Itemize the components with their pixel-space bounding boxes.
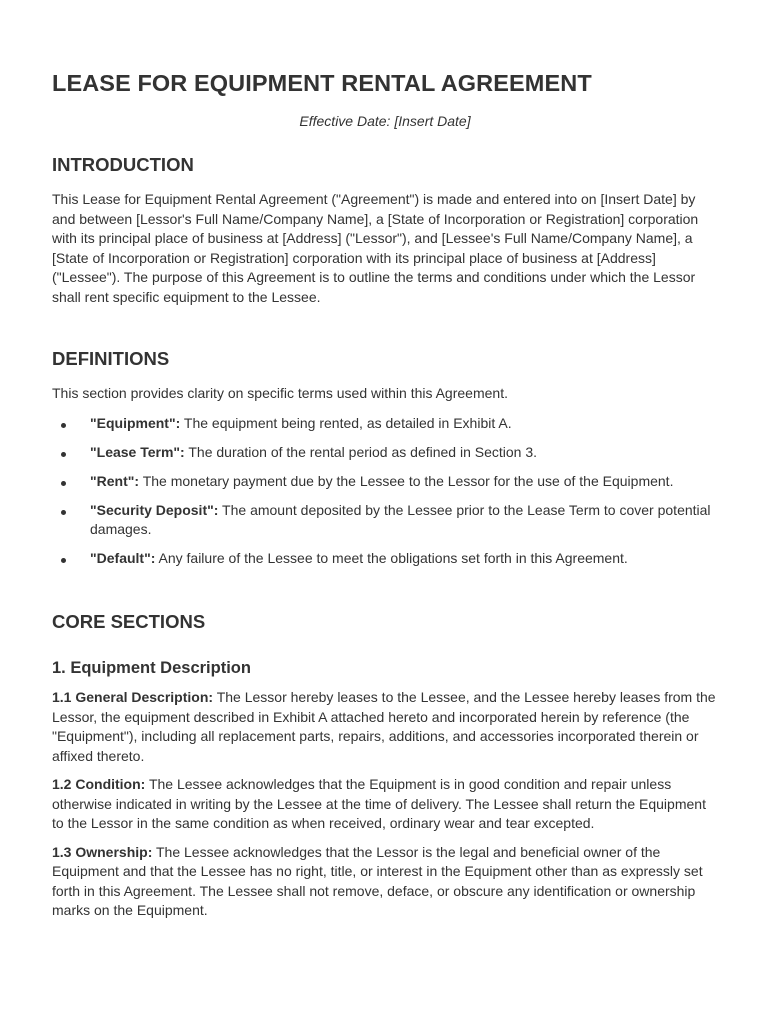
definition-term: "Lease Term": — [90, 443, 185, 460]
bullet-icon — [61, 452, 66, 457]
definition-text: The monetary payment due by the Lessee to the Lessor for the use of the Equipment. — [139, 472, 674, 489]
clause-label: 1.1 General Description: — [52, 689, 214, 705]
bullet-icon — [61, 558, 66, 563]
document-title: LEASE FOR EQUIPMENT RENTAL AGREEMENT — [52, 70, 592, 96]
definition-item — [52, 443, 718, 463]
definition-term: "Equipment": — [90, 414, 181, 431]
clause-label: 1.3 Ownership: — [52, 843, 153, 860]
clause-1-2 — [52, 775, 718, 834]
definitions-section — [52, 348, 718, 578]
introduction-text: This Lease for Equipment Rental Agreement ("Agreement") is made and entered into on [Insert Date] by and between [Lessor's Full Name/Company Name], a [State of Incorporation or Registration] corporation with its principal place of business at [Address] ("Lessor"), and [Lessee's Full Name/Company Name], a [State of Incorporation or Registration] corporation with its principal place of business at [Address] ("Lessee"). The purpose of this Agreement is to outline the terms and conditions under which the Lessor shall rent specific equipment to the Lessee. — [52, 191, 699, 305]
definition-text: Any failure of the Lessee to meet the obligations set forth in this Agreement. — [155, 550, 628, 566]
definition-text: The amount deposited by the Lessee prior to the Lease Term to cover potential damages. — [90, 501, 711, 537]
introduction-heading: INTRODUCTION — [52, 154, 194, 175]
bullet-icon — [61, 510, 66, 515]
core-sections — [52, 611, 718, 921]
definition-item — [52, 549, 718, 569]
clause-text: The Lessee acknowledges that the Lessor is the legal and beneficial owner of the Equipment and that the Lessee has no right, title, or interest in the Equipment other than as expressly set forth in this Agreement. The Lessee shall not remove, deface, or obscure any identification or ownership marks on the Equipment. — [52, 843, 703, 918]
definition-item — [52, 501, 718, 540]
definitions-list — [52, 414, 718, 569]
definition-text: The equipment being rented, as detailed in Exhibit A. — [180, 414, 512, 431]
core-sections-heading: CORE SECTIONS — [52, 611, 206, 632]
clause-text: The Lessee acknowledges that the Equipment is in good condition and repair unless otherwise indicated in writing by the Lessee at the time of delivery. The Lessee shall return the Equipment to the Lessor in the same condition as when received, ordinary wear and tear excepted. — [52, 776, 706, 831]
definition-text: The duration of the rental period as defined in Section 3. — [184, 443, 538, 460]
effective-date: Effective Date: [Insert Date] — [299, 113, 471, 129]
definition-term: "Default": — [90, 550, 156, 566]
definition-item — [52, 472, 718, 492]
definition-term: "Rent": — [90, 472, 140, 489]
definitions-intro: This section provides clarity on specific terms used within this Agreement. — [52, 385, 508, 401]
definition-item — [52, 414, 718, 434]
clause-label: 1.2 Condition: — [52, 776, 146, 792]
definitions-heading: DEFINITIONS — [52, 348, 170, 369]
definition-term: "Security Deposit": — [90, 501, 219, 518]
clause-1-1 — [52, 688, 718, 766]
bullet-icon — [61, 423, 66, 428]
introduction-section — [52, 154, 718, 307]
bullet-icon — [61, 481, 66, 486]
clause-1-3 — [52, 843, 718, 921]
clause-text: The Lessor hereby leases to the Lessee, and the Lessee hereby leases from the Lessor, the equipment described in Exhibit A attached hereto and incorporated herein by reference (the "Equipment"), including all replacement parts, repairs, additions, and accessories incorporated therein or affixed thereto. — [52, 689, 716, 764]
section-1-heading: 1. Equipment Description — [52, 659, 251, 677]
